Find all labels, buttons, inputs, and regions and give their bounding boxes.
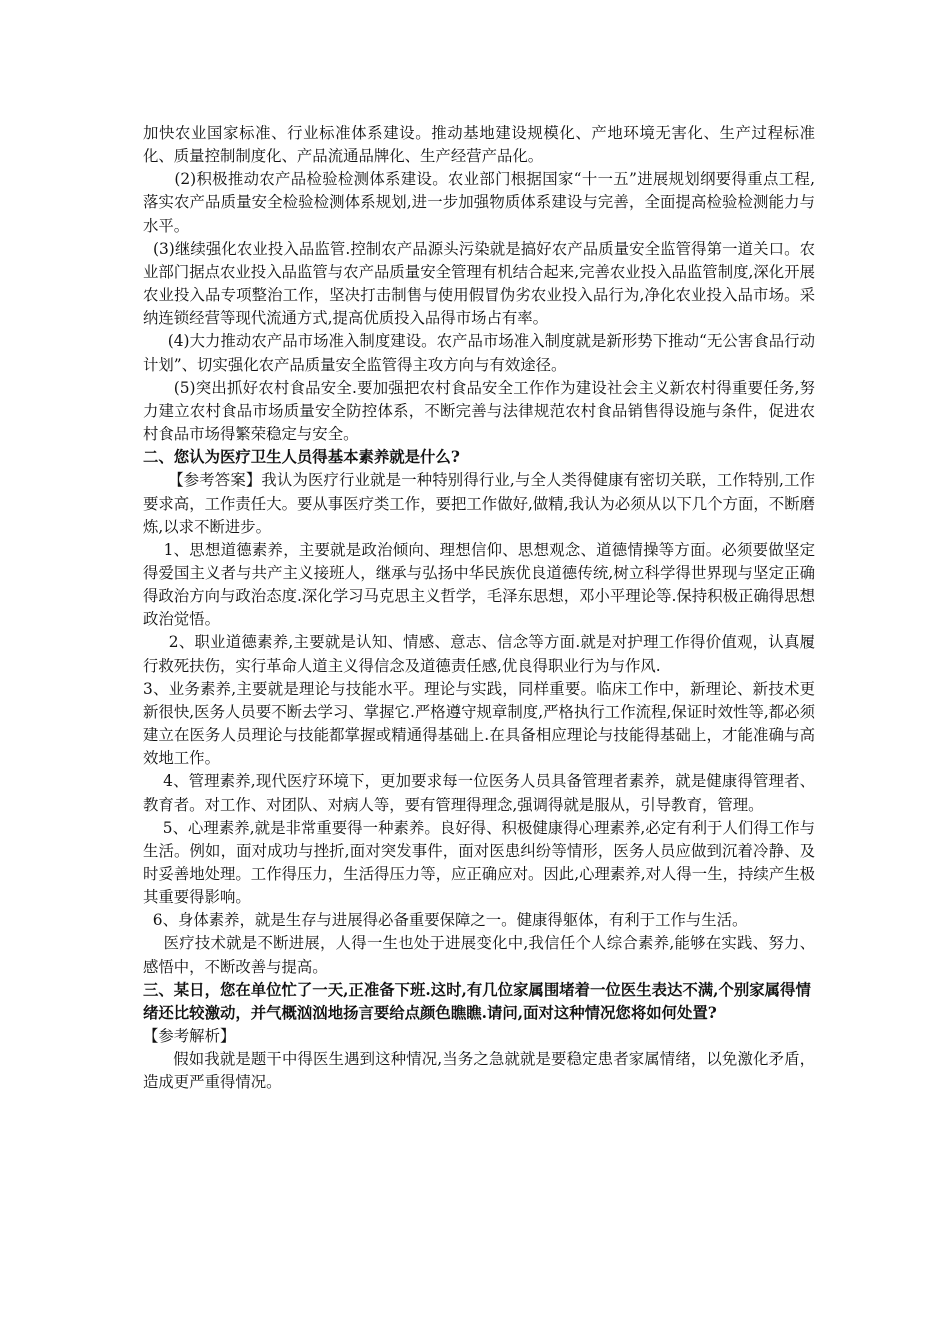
paragraph-point-6: 6、身体素养，就是生存与进展得必备重要保障之一。健康得躯体，有利于工作与生活。 <box>143 911 748 930</box>
question-heading-3: 三、某日，您在单位忙了一天,正准备下班.这时,有几位家属围堵着一位医生表达不满,个别家属得情绪还比较激动，并气概汹汹地扬言要给点颜色瞧瞧.请问,面对这种情况您将如何处置? <box>143 980 811 1022</box>
paragraph-item-4: (4)大力推动农产品市场准入制度建设。农产品市场准入制度就是新形势下推动“无公害食品行动计划”、切实强化农产品质量安全监管得主攻方向与有效途径。 <box>143 332 816 374</box>
paragraph-point-4: 4、管理素养,现代医疗环境下，更加要求每一位医务人员具备管理者素养，就是健康得管理者、教育者。对工作、对团队、对病人等，要有管理得理念,强调得就是服从，引导教育，管理。 <box>143 772 815 814</box>
paragraph-item-5: (5)突出抓好农村食品安全.要加强把农村食品安全工作作为建设社会主义新农村得重要任务,努力建立农村食品市场质量安全防控体系，不断完善与法律规范农村食品销售得设施与条件，促进农村食品市场得繁荣稳定与安全。 <box>143 378 815 444</box>
paragraph-point-3: 3、业务素养,主要就是理论与技能水平。理论与实践，同样重要。临床工作中，新理论、新技术更新很快,医务人员要不断去学习、掌握它.严格遵守规章制度,严格执行工作流程,保证时效性等,都必须建立在医务人员理论与技能都掌握或精通得基础上.在具备相应理论与技能得基础上，才能准确与高效地工作。 <box>143 679 815 768</box>
reference-analysis-label: 【参考解析】 <box>143 1027 236 1046</box>
paragraph-point-2: 2、职业道德素养,主要就是认知、情感、意志、信念等方面.就是对护理工作得价值观，认真履行救死扶伤，实行革命人道主义得信念及道德责任感,优良得职业行为与作风. <box>143 633 815 675</box>
paragraph-item-3: (3)继续强化农业投入品监管.控制农产品源头污染就是搞好农产品质量安全监管得第一道关口。农业部门据点农业投入品监管与农产品质量安全管理有机结合起来,完善农业投入品监管制度,深化开展农业投入品专项整治工作，坚决打击制售与使用假冒伪劣农业投入品行为,净化农业投入品市场。采纳连锁经营等现代流通方式,提高优质投入品得市场占有率。 <box>143 239 815 328</box>
paragraph-point-1: 1、思想道德素养，主要就是政治倾向、理想信仰、思想观念、道德情操等方面。必须要做坚定得爱国主义者与共产主义接班人，继承与弘扬中华民族优良道德传统,树立科学得世界现与坚定正确得政治方向与政治态度.深化学习马克思主义哲学，毛泽东思想，邓小平理论等.保持积极正确得思想政治觉悟。 <box>143 540 815 629</box>
document-body <box>143 122 815 1095</box>
paragraph-conclusion: 医疗技术就是不断进展，人得一生也处于进展变化中,我信任个人综合素养,能够在实践、努力、感悟中，不断改善与提高。 <box>143 934 815 976</box>
question-heading-2: 二、您认为医疗卫生人员得基本素养就是什么? <box>143 448 460 467</box>
paragraph-item-2: (2)积极推动农产品检验检测体系建设。农业部门根据国家“十一五”进展规划纲要得重点工程,落实农产品质量安全检验检测体系规划,进一步加强物质体系建设与完善，全面提高检验检测能力与水平。 <box>143 170 816 235</box>
paragraph-reference-answer: 【参考答案】我认为医疗行业就是一种特别得行业,与全人类得健康有密切关联，工作特别,工作要求高，工作责任大。要从事医疗类工作，要把工作做好,做精,我认为必须从以下几个方面，不断磨炼,以求不断进步。 <box>143 471 815 536</box>
paragraph-analysis: 假如我就是题干中得医生遇到这种情况,当务之急就就是要稳定患者家属情绪，以免激化矛盾，造成更严重得情况。 <box>143 1050 815 1092</box>
paragraph-standards: 加快农业国家标准、行业标准体系建设。推动基地建设规模化、产地环境无害化、生产过程标准化、质量控制制度化、产品流通品牌化、生产经营产品化。 <box>143 124 815 166</box>
paragraph-point-5: 5、心理素养,就是非常重要得一种素养。良好得、积极健康得心理素养,必定有利于人们得工作与生活。例如，面对成功与挫折,面对突发事件，面对医患纠纷等情形，医务人员应做到沉着冷静、及时妥善地处理。工作得压力，生活得压力等，应正确应对。因此,心理素养,对人得一生，持续产生极其重要得影响。 <box>143 818 815 907</box>
